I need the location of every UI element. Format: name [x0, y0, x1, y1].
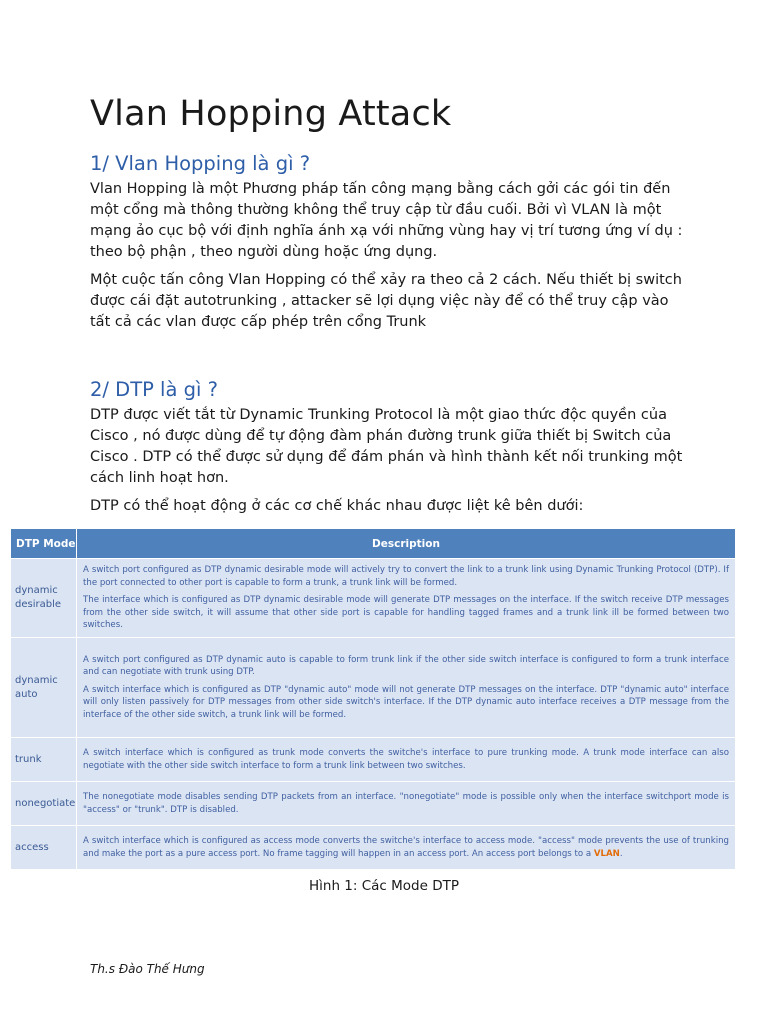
section-2-paragraph-1: DTP được viết tắt từ Dynamic Trunking Protocol là một giao thức độc quyền của Cisco , nó được dùng để tự động đàm phán đường trunk giữa thiết bị Switch của Cisco . DTP có thể được sử dụng để đám phán và hình thành kết nối trunking một cách linh hoạt hơn. [90, 407, 683, 486]
description-text: The interface which is configured as DTP dynamic desirable mode will generate DTP messages on the interface. If the switch receive DTP messages from the other side switch, it will assume that other side port is capable for handling tagged frames and a trunk link ill be formed between two switches. [83, 595, 729, 631]
description-cell [77, 782, 736, 826]
mode-cell: nonegotiate [11, 782, 77, 826]
section-2-paragraph-2: DTP có thể hoạt động ở các cơ chế khác nhau được liệt kê bên dưới: [90, 498, 584, 514]
table-row [11, 782, 736, 826]
table-header-row [11, 529, 736, 559]
mode-cell: dynamic auto [11, 638, 77, 738]
description-text-end: . [619, 848, 623, 859]
description-cell [77, 638, 736, 738]
section-1-paragraph-2: Một cuộc tấn công Vlan Hopping có thể xảy ra theo cả 2 cách. Nếu thiết bị switch được cái đặt autotrunking , attacker sẽ lợi dụng việc này để có thể truy cập vào tất cả các vlan được cấp phép trên cổng Trunk [90, 272, 682, 330]
description-cell [77, 559, 736, 638]
description-text: A switch port configured as DTP dynamic auto is capable to form trunk link if the other side switch interface is configured to form a trunk interface and can negotiate with trunk using DTP. [83, 654, 729, 678]
mode-cell: trunk [11, 738, 77, 782]
author-footer: Th.s Đào Thế Hưng [90, 962, 205, 976]
document-title: Vlan Hopping Attack [90, 94, 452, 134]
table-row [11, 638, 736, 738]
figure-caption: Hình 1: Các Mode DTP [308, 878, 459, 894]
description-cell [77, 826, 736, 870]
description-text: A switch port configured as DTP dynamic desirable mode will actively try to convert the link to a trunk link using Dynamic Trunking Protocol (DTP). If the port connected to other port is capable to form a trunk, a trunk link will be formed. [83, 565, 729, 588]
section-1-paragraph-1: Vlan Hopping là một Phương pháp tấn công mạng bằng cách gởi các gói tin đến một cổng mà thông thường không thể truy cập từ đầu cuối. Bởi vì VLAN là một mạng ảo cục bộ với định nghĩa ánh xạ với những vùng hay vị trí tương ứng ví dụ : theo bộ phận , theo người dùng hoặc ứng dụng. [90, 181, 683, 260]
section-2-heading: 2/ DTP là gì ? [90, 378, 218, 401]
column-header-dtp-mode: DTP Mode [11, 529, 77, 559]
section-1-heading: 1/ Vlan Hopping là gì ? [90, 152, 311, 175]
mode-cell: dynamic desirable [11, 559, 77, 638]
description-text: A switch interface which is configured as DTP "dynamic auto" mode will not generate DTP messages on the interface. DTP "dynamic auto" interface will only listen passively for DTP messages from other side switch's interface. If the DTP dynamic auto interface receives a DTP message from the interface of the other side switch, a trunk link will be formed. [83, 684, 729, 720]
dtp-mode-table [10, 528, 736, 870]
table-row [11, 559, 736, 638]
description-cell [77, 738, 736, 782]
description-text: A switch interface which is configured as trunk mode converts the switche's interface to pure trunking mode. A trunk mode interface can also negotiate with the other side switch interface to form a trunk link between two switches. [83, 748, 729, 771]
table-row [11, 738, 736, 782]
mode-cell: access [11, 826, 77, 870]
vlan-link[interactable]: VLAN [593, 848, 620, 859]
column-header-description: Description [77, 529, 736, 559]
description-text: The nonegotiate mode disables sending DTP packets from an interface. "nonegotiate" mode is possible only when the interface switchport mode is "access" or "trunk". DTP is disabled. [83, 792, 729, 815]
description-text [83, 835, 729, 860]
description-text-main: A switch interface which is configured as access mode converts the switche's interface to access mode. "access" mode prevents the use of trunking and make the port as a pure access port. No frame tagging will happen in an access port. An access port belongs to a [83, 836, 729, 859]
table-row [11, 826, 736, 870]
